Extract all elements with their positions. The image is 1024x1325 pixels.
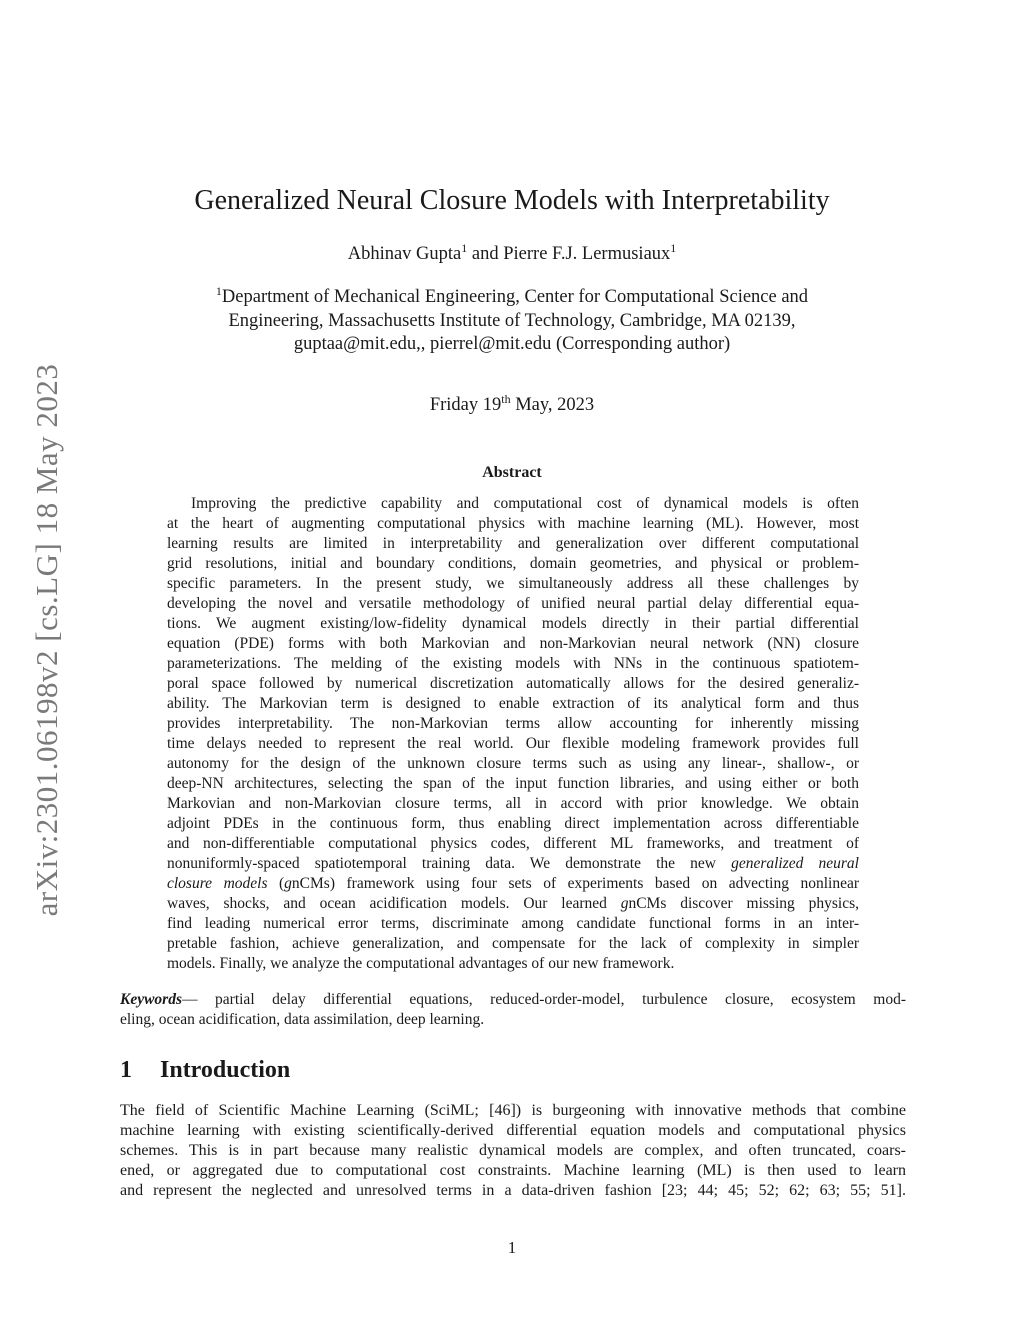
abstract-line: models. Finally, we analyze the computational advantages of our new framework.	[167, 955, 675, 972]
keywords-block	[120, 990, 906, 1030]
affiliation-email-line: guptaa@mit.edu,, pierrel@mit.edu (Corresponding author)	[293, 334, 731, 354]
abstract-line: at the heart of augmenting computational physics with machine learning (ML). However, most	[167, 515, 859, 532]
abstract-line: learning results are limited in interpretability and generalization over different computational	[167, 535, 859, 552]
paragraph-line: and represent the neglected and unresolved terms in a data-driven fashion [23; 44; 45; 52; 62; 63; 55; 51].	[120, 1182, 906, 1199]
section-heading	[120, 1057, 290, 1084]
abstract-line: provides interpretability. The non-Markovian terms allow accounting for inherently missing	[167, 715, 859, 732]
keywords-line: Keywords— partial delay differential equations, reduced-order-model, turbulence closure, ecosystem mod-	[120, 991, 906, 1008]
paragraph-line: schemes. This is in part because many realistic dynamical models are complex, and often truncated, coars-	[120, 1142, 906, 1159]
abstract-line: ability. The Markovian term is designed to enable extraction of its analytical form and thus	[167, 695, 859, 712]
affiliation-marker: 1	[670, 241, 677, 255]
affiliation-marker: 1	[461, 241, 468, 255]
author-name: Pierre F.J. Lermusiaux	[503, 244, 671, 264]
paragraph-line: ened, or aggregated due to computational cost constraints. Machine learning (ML) is then used to learn	[120, 1162, 906, 1179]
publication-date: Friday 19th May, 2023	[429, 392, 595, 415]
page-number: 1	[507, 1238, 517, 1257]
abstract-line: find leading numerical error terms, discriminate among candidate functional forms in an inter-	[167, 915, 859, 932]
affiliation-block	[140, 286, 884, 357]
author-name: Abhinav Gupta	[347, 244, 462, 264]
abstract-line: grid resolutions, initial and boundary conditions, domain geometries, and physical or problem-	[167, 555, 859, 572]
keywords-line: eling, ocean acidification, data assimilation, deep learning.	[120, 1011, 485, 1028]
abstract-line: poral space followed by numerical discretization automatically allows for the desired generaliz-	[167, 675, 859, 692]
author-list	[0, 241, 1024, 265]
abstract-line: autonomy for the design of the unknown closure terms such as using any linear-, shallow-, or	[167, 755, 859, 772]
paper-title: Generalized Neural Closure Models with Interpretability	[194, 185, 830, 216]
abstract-line: equation (PDE) forms with both Markovian and non-Markovian neural network (NN) closure	[167, 635, 859, 652]
abstract-line: specific parameters. In the present study, we simultaneously address all these challenges by	[167, 575, 859, 592]
abstract-body	[167, 494, 859, 974]
section-number: 1	[120, 1057, 132, 1083]
introduction-paragraph	[120, 1101, 906, 1201]
abstract-line: developing the novel and versatile methodology of unified neural partial delay differential equa-	[167, 595, 859, 612]
abstract-line: waves, shocks, and ocean acidification models. Our learned gnCMs discover missing physics,	[167, 895, 859, 912]
affiliation-line: $^1$Department of Mechanical Engineering, Center for Computational Science and	[215, 284, 809, 307]
abstract-line: tions. We augment existing/low-fidelity dynamical models directly in their partial differential	[167, 615, 859, 632]
abstract-line: parameterizations. The melding of the existing models with NNs in the continuous spatiotem-	[167, 655, 859, 672]
abstract-line: deep-NN architectures, selecting the span of the input function libraries, and using either or both	[167, 775, 859, 792]
abstract-line: nonuniformly-spaced spatiotemporal training data. We demonstrate the new generalized neural	[167, 855, 859, 872]
abstract-line: and non-differentiable computational physics codes, different ML frameworks, and treatment of	[167, 835, 859, 852]
affiliation-marker: 1	[215, 284, 222, 298]
abstract-line: Improving the predictive capability and computational cost of dynamical models is often	[191, 495, 859, 512]
abstract-line: time delays needed to represent the real world. Our flexible modeling framework provides full	[167, 735, 859, 752]
arxiv-sidebar-stamp	[22, 280, 72, 1000]
abstract-line: pretable fashion, achieve generalization, and compensate for the lack of complexity in simpler	[167, 935, 859, 952]
abstract-line: adjoint PDEs in the continuous form, thus enabling direct implementation across differentiable	[167, 815, 859, 832]
abstract-line: closure models (gnCMs) framework using four sets of experiments based on advecting nonlinear	[167, 875, 859, 892]
keywords-label: Keywords	[120, 991, 182, 1008]
author-conjunction: and	[467, 244, 504, 264]
paragraph-line: The field of Scientific Machine Learning (SciML; [46]) is burgeoning with innovative methods that combine	[120, 1102, 906, 1119]
paragraph-line: machine learning with existing scientifically-derived differential equation models and computational physics	[120, 1122, 906, 1139]
arxiv-identifier: arXiv:2301.06198v2 [cs.LG] 18 May 2023	[29, 363, 64, 917]
affiliation-line: Engineering, Massachusetts Institute of Technology, Cambridge, MA 02139,	[228, 310, 796, 331]
section-title: Introduction	[160, 1057, 291, 1083]
abstract-heading: Abstract	[482, 464, 542, 481]
abstract-line: Markovian and non-Markovian closure terms, all in accord with prior knowledge. We obtain	[167, 795, 859, 812]
